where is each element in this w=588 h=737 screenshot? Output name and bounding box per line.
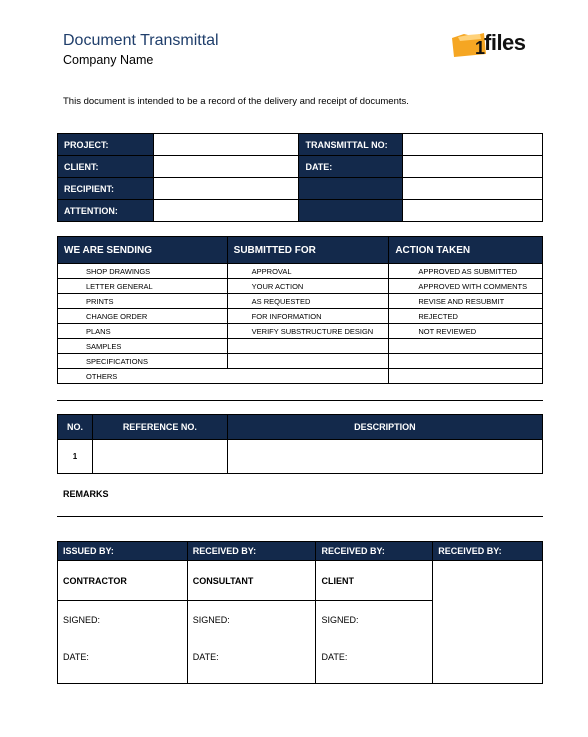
client-label: CLIENT: (58, 156, 154, 178)
date-label: DATE: (321, 652, 348, 662)
sending-item[interactable]: PLANS (58, 324, 228, 339)
action-empty (389, 339, 543, 354)
logo-wordmark: files (484, 30, 526, 55)
issued-by-header: ISSUED BY: (58, 542, 188, 561)
action-empty (389, 369, 543, 384)
submitted-item[interactable]: FOR INFORMATION (227, 309, 389, 324)
consultant-signature-cell[interactable] (187, 601, 316, 684)
action-item[interactable]: REJECTED (389, 309, 543, 324)
reference-table (57, 414, 543, 474)
project-info-table (57, 133, 543, 222)
we-are-sending-header: WE ARE SENDING (58, 237, 228, 264)
submitted-for-header: SUBMITTED FOR (227, 237, 389, 264)
sending-item[interactable]: LETTER GENERAL (58, 279, 228, 294)
recipient-field[interactable] (153, 178, 299, 200)
reference-no-field[interactable] (92, 440, 227, 474)
extra-recipient-cell[interactable] (433, 561, 543, 684)
project-label: PROJECT: (58, 134, 154, 156)
signed-label: SIGNED: (321, 615, 359, 625)
contractor-signature-cell[interactable] (58, 601, 188, 684)
company-name: Company Name (63, 53, 154, 67)
received-by-header: RECEIVED BY: (316, 542, 433, 561)
divider (57, 400, 543, 401)
description-header: DESCRIPTION (227, 415, 542, 440)
sending-item[interactable]: PRINTS (58, 294, 228, 309)
sending-item[interactable]: OTHERS (58, 369, 389, 384)
action-item[interactable]: APPROVED WITH COMMENTS (389, 279, 543, 294)
contractor-label: CONTRACTOR (58, 561, 188, 601)
client-signature-cell[interactable] (316, 601, 433, 684)
sending-item[interactable]: SHOP DRAWINGS (58, 264, 228, 279)
folder-logo-icon (450, 30, 488, 60)
svg-text:1: 1 (475, 38, 486, 58)
received-by-header: RECEIVED BY: (433, 542, 543, 561)
transmittal-no-label: TRANSMITTAL NO: (299, 134, 403, 156)
recipient-label: RECIPIENT: (58, 178, 154, 200)
action-empty (389, 354, 543, 369)
action-item[interactable]: APPROVED AS SUBMITTED (389, 264, 543, 279)
attention-label: ATTENTION: (58, 200, 154, 222)
date-label: DATE: (63, 652, 89, 662)
received-by-header: RECEIVED BY: (187, 542, 316, 561)
attention-field[interactable] (153, 200, 299, 222)
sending-table (57, 236, 543, 384)
reference-no-header: REFERENCE NO. (92, 415, 227, 440)
sending-item[interactable]: SAMPLES (58, 339, 228, 354)
submitted-item[interactable]: AS REQUESTED (227, 294, 389, 309)
project-field[interactable] (153, 134, 299, 156)
client-party-label: CLIENT (316, 561, 433, 601)
sending-item[interactable]: CHANGE ORDER (58, 309, 228, 324)
signed-label: SIGNED: (192, 615, 230, 625)
action-item[interactable]: NOT REVIEWED (389, 324, 543, 339)
extra-field-1[interactable] (403, 178, 543, 200)
consultant-label: CONSULTANT (187, 561, 316, 601)
date-label: DATE: (299, 156, 403, 178)
submitted-item[interactable]: VERIFY SUBSTRUCTURE DESIGN (227, 324, 389, 339)
remarks-line[interactable] (57, 516, 543, 517)
description-field[interactable] (227, 440, 542, 474)
row-number: 1 (58, 440, 93, 474)
transmittal-no-field[interactable] (403, 134, 543, 156)
submitted-empty (227, 354, 389, 369)
date-label: DATE: (192, 652, 219, 662)
action-taken-header: ACTION TAKEN (389, 237, 543, 264)
client-field[interactable] (153, 156, 299, 178)
blank-label-cell (299, 200, 403, 222)
date-field[interactable] (403, 156, 543, 178)
document-title: Document Transmittal (63, 32, 219, 49)
signed-label: SIGNED: (63, 615, 101, 625)
signoff-table (57, 541, 543, 684)
submitted-empty (227, 339, 389, 354)
remarks-label: REMARKS (63, 489, 109, 499)
submitted-item[interactable]: YOUR ACTION (227, 279, 389, 294)
sending-item[interactable]: SPECIFICATIONS (58, 354, 228, 369)
extra-field-2[interactable] (403, 200, 543, 222)
no-header: NO. (58, 415, 93, 440)
blank-label-cell (299, 178, 403, 200)
intro-text: This document is intended to be a record of the delivery and receipt of documents. (63, 96, 409, 107)
action-item[interactable]: REVISE AND RESUBMIT (389, 294, 543, 309)
submitted-item[interactable]: APPROVAL (227, 264, 389, 279)
